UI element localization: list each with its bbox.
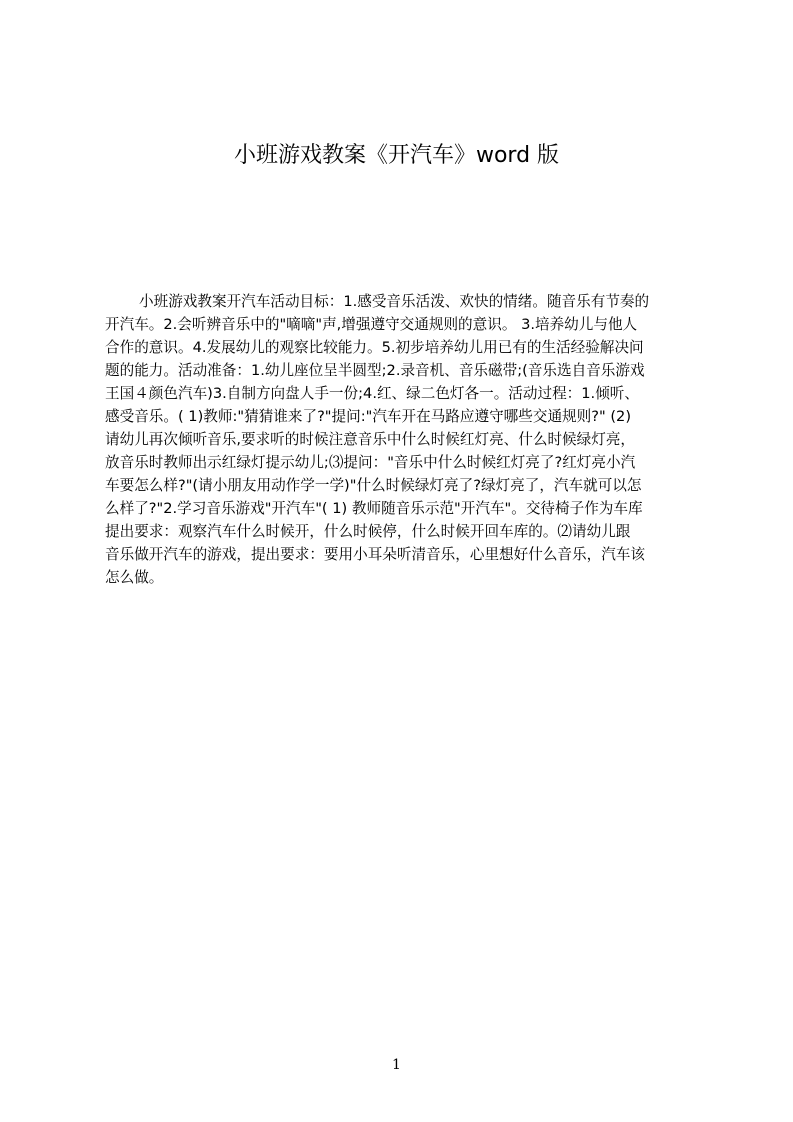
body-paragraph xyxy=(105,290,697,650)
text-line: 车要怎么样?"(请小朋友用动作学一学)"什么时候绿灯亮了?绿灯亮了，汽车就可以怎 xyxy=(105,477,642,494)
document-title: 小班游戏教案《开汽车》word 版 xyxy=(233,143,560,168)
text-line: 音乐做开汽车的游戏，提出要求：要用小耳朵听清音乐，心里想好什么音乐，汽车该 xyxy=(105,546,645,563)
text-line: 怎么做。 xyxy=(105,569,164,586)
text-line: 合作的意识。4.发展幼儿的观察比较能力。5.初步培养幼儿用已有的生活经验解决问 xyxy=(105,339,644,356)
text-line: 感受音乐。( 1)教师:"猜猜谁来了?"提问:"汽车开在马路应遵守哪些交通规则?" (2) xyxy=(105,408,632,425)
text-line: 王国４颜色汽车)3.自制方向盘人手一份;4.红、绿二色灯各一。活动过程：1.倾听、 xyxy=(105,385,639,402)
text-line: 么样了?"2.学习音乐游戏"开汽车"( 1) 教师随音乐示范"开汽车"。交待椅子作为车库 xyxy=(105,500,643,517)
text-line: 提出要求：观察汽车什么时候开，什么时候停，什么时候开回车库的。⑵请幼儿跟 xyxy=(105,523,631,540)
page-number: 1 xyxy=(392,1057,401,1073)
text-line: 小班游戏教案开汽车活动目标：1.感受音乐活泼、欢快的情绪。随音乐有节奏的 xyxy=(139,293,650,310)
text-line: 题的能力。活动准备：1.幼儿座位呈半圆型;2.录音机、音乐磁带;(音乐选自音乐游戏 xyxy=(105,362,645,379)
text-line: 开汽车。2.会听辨音乐中的"嘀嘀"声,增强遵守交通规则的意识。 3.培养幼儿与他人 xyxy=(105,316,638,333)
text-line: 请幼儿再次倾听音乐,要求听的时候注意音乐中什么时候红灯亮、什么时候绿灯亮， xyxy=(105,431,636,448)
text-line: 放音乐时教师出示红绿灯提示幼儿;⑶提问："音乐中什么时候红灯亮了?红灯亮小汽 xyxy=(105,454,636,471)
